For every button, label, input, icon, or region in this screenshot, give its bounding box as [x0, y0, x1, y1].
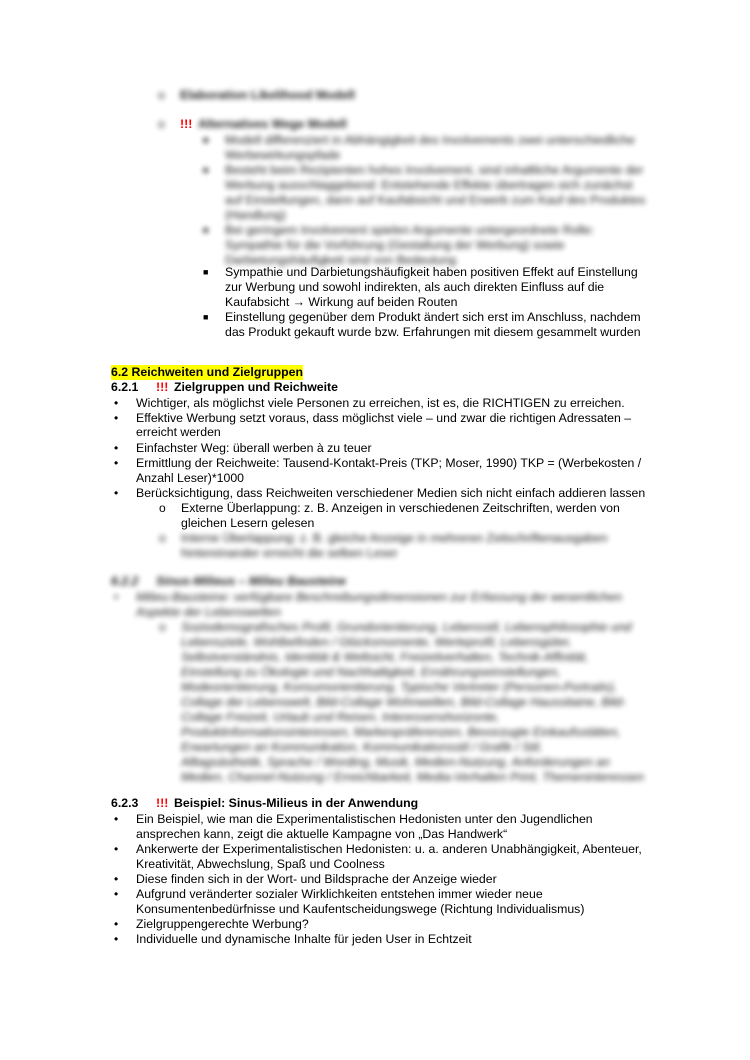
list-item: Diese finden sich in der Wort- und Bildsprache der Anzeige wieder: [136, 872, 497, 886]
list-item: Bei geringem Involvement spielen Argumente untergeordnete Rolle:: [225, 223, 595, 237]
list-item: Collage Freizeit, Urlaub und Reisen, Interessenshorizonte,: [181, 710, 500, 724]
list-item: Modell differenziert in Abhängigkeit des Involvements zwei unterschiedliche: [225, 133, 635, 147]
list-item: Individuelle und dynamische Inhalte für jeden User in Echtzeit: [136, 932, 472, 946]
circle-bullet-icon: o: [159, 620, 166, 634]
list-item: Alternatives Wege Modell: [198, 117, 347, 131]
importance-mark: !!!: [156, 796, 169, 810]
bullet-icon: •: [114, 812, 119, 826]
circle-bullet-icon: o: [159, 501, 166, 515]
list-item: ansprechen kann, zeigt die aktuelle Kampagne von „Das Handwerk“: [136, 827, 508, 841]
square-bullet-icon: ■: [203, 267, 209, 277]
list-item: Soziodemografisches Profil, Grundorientierung, Lebensstil, Lebensphilosophie und: [181, 620, 632, 634]
bullet-icon: •: [114, 932, 119, 946]
list-item: Externe Überlappung: z. B. Anzeigen in verschiedenen Zeitschriften, werden von: [181, 501, 620, 515]
bullet-icon: •: [114, 411, 119, 425]
bullet-icon: •: [114, 842, 119, 856]
importance-mark: !!!: [156, 380, 169, 394]
bullet-icon: •: [114, 887, 119, 901]
circle-bullet-icon: o: [159, 531, 166, 545]
square-bullet-icon: ■: [203, 225, 209, 235]
list-item: Werbewirkungspfade: [225, 148, 341, 162]
list-item: Einfachster Weg: überall werben à zu teuer: [136, 441, 372, 455]
list-item: Modeorientierung, Konsumorientierung, Typische Vertreter (Personen-Portraits),: [181, 680, 618, 694]
list-item: (Handlung): [225, 208, 286, 222]
subsection-title: Zielgruppen und Reichweite: [174, 380, 338, 394]
list-item: Erwartungen an Kommunikation, Kommunikationsstil / Grafik / Stil,: [181, 740, 543, 754]
list-item: Interne Überlappung: z. B. gleiche Anzeige in mehreren Zeitschriftenausgaben: [181, 531, 608, 545]
list-item: Sympathie und Darbietungshäufigkeit haben positiven Effekt auf Einstellung: [225, 265, 638, 279]
list-item: Besteht beim Rezipienten hohes Involvement, sind inhaltliche Argumente der: [225, 163, 644, 177]
bullet-icon: •: [114, 396, 119, 410]
square-bullet-icon: ■: [203, 165, 209, 175]
list-item: Lebensziele, Wohlbefinden / Glücksmomente, Werteprofil, Lebensgüter,: [181, 635, 572, 649]
bullet-icon: •: [114, 917, 119, 931]
bullet-icon: •: [114, 486, 119, 500]
list-item: Konsumentenbedürfnisse und Kaufentscheidungswege (Richtung Individualismus): [136, 902, 585, 916]
list-item: Ein Beispiel, wie man die Experimentalistischen Hedonisten unter den Jugendlichen: [136, 812, 593, 826]
bullet-icon: •: [114, 872, 119, 886]
subsection-number: 6.2.3: [111, 796, 139, 810]
list-item: zur Werbung und sowohl indirekten, als auch direkten Einfluss auf die: [225, 280, 605, 294]
list-item: Produktinformationsinteressen, Markenpräferenzen, Bevorzugte Einkaufsstätten,: [181, 725, 621, 739]
bullet-icon: •: [114, 441, 119, 455]
subsection-title: Beispiel: Sinus-Milieus in der Anwendung: [174, 796, 419, 810]
list-item: Kreativität, Abwechslung, Spaß und Coolness: [136, 857, 385, 871]
list-item: Werbung ausschlaggebend: Entstehende Effekte übertragen sich zunächst: [225, 178, 633, 192]
list-item: gleichen Lesern gelesen: [181, 516, 315, 530]
list-item: Aufgrund veränderter sozialer Wirklichkeiten entstehen immer wieder neue: [136, 887, 543, 901]
bullet-icon: •: [114, 456, 119, 470]
list-item: Aspekte der Lebenswelten: [136, 605, 281, 619]
list-item: erreicht werden: [136, 425, 221, 439]
importance-mark: !!!: [180, 117, 193, 131]
subsection-title: Sinus-Milieus – Milieu Bausteine: [156, 574, 346, 588]
list-item: Effektive Werbung setzt voraus, dass möglichst viele – und zwar die richtigen Adressaten –: [136, 411, 632, 425]
list-item: Elaboration Likelihood Modell: [180, 88, 355, 102]
circle-bullet-icon: o: [158, 117, 165, 131]
section-heading: 6.2 Reichweiten und Zielgruppen: [111, 365, 303, 379]
list-item: hintereinander erreicht die selben Leser: [181, 546, 398, 560]
list-item: Kaufabsicht → Wirkung auf beiden Routen: [225, 295, 458, 309]
list-item: Wichtiger, als möglichst viele Personen zu erreichen, ist es, die RICHTIGEN zu erreichen.: [136, 396, 625, 410]
subsection-number: 6.2.2: [111, 574, 139, 588]
list-item: Ankerwerte der Experimentalistischen Hedonisten: u. a. anderen Unabhängigkeit, Abenteuer,: [136, 842, 642, 856]
list-item: Darbietungshäufigkeit sind von Bedeutung: [225, 253, 457, 267]
list-item: Medien, Channel-Nutzung / Erreichbarkeit, Media-Verhalten Print, Themeninteressen: [181, 770, 644, 784]
subsection-number: 6.2.1: [111, 380, 139, 394]
list-item: Alltagsästhetik, Sprache / Wording, Musik, Medien-Nutzung, Anforderungen an: [181, 755, 610, 769]
list-item: auf Einstellungen, dann auf Kaufabsicht und Erwerb zum Kauf des Produktes: [225, 193, 646, 207]
list-item: Anzahl Leser)*1000: [136, 471, 245, 485]
bullet-icon: •: [114, 590, 119, 604]
list-item: Einstellung zu Ökologie und Nachhaltigkeit, Ernährungseinstellungen,: [181, 665, 561, 679]
list-item: Ermittlung der Reichweite: Tausend-Kontakt-Preis (TKP; Moser, 1990) TKP = (Werbekosten /: [136, 456, 642, 470]
square-bullet-icon: ■: [203, 135, 209, 145]
list-item: Milieu-Bausteine: verfügbare Beschreibungsdimensionen zur Erfassung der wesentlichen: [136, 590, 622, 604]
list-item: Collage der Lebenswelt, Bild-Collage Wohnwelten, Bild-Collage Haussitaine, Bild-: [181, 695, 626, 709]
list-item: Einstellung gegenüber dem Produkt ändert sich erst im Anschluss, nachdem: [225, 310, 641, 324]
circle-bullet-icon: o: [158, 88, 165, 102]
list-item: Sympathie für die Vorführung (Gestaltung der Werbung) sowie: [225, 238, 565, 252]
list-item: Berücksichtigung, dass Reichweiten verschiedener Medien sich nicht einfach addieren lassen: [136, 486, 646, 500]
square-bullet-icon: ■: [203, 312, 209, 322]
list-item: Zielgruppengerechte Werbung?: [136, 917, 309, 931]
list-item: Selbstverständnis, Identität & Weltsicht, Freizeitverhalten, Technik-Affinität,: [181, 650, 589, 664]
list-item: das Produkt gekauft wurde bzw. Erfahrungen mit diesem gesammelt wurden: [225, 325, 641, 339]
